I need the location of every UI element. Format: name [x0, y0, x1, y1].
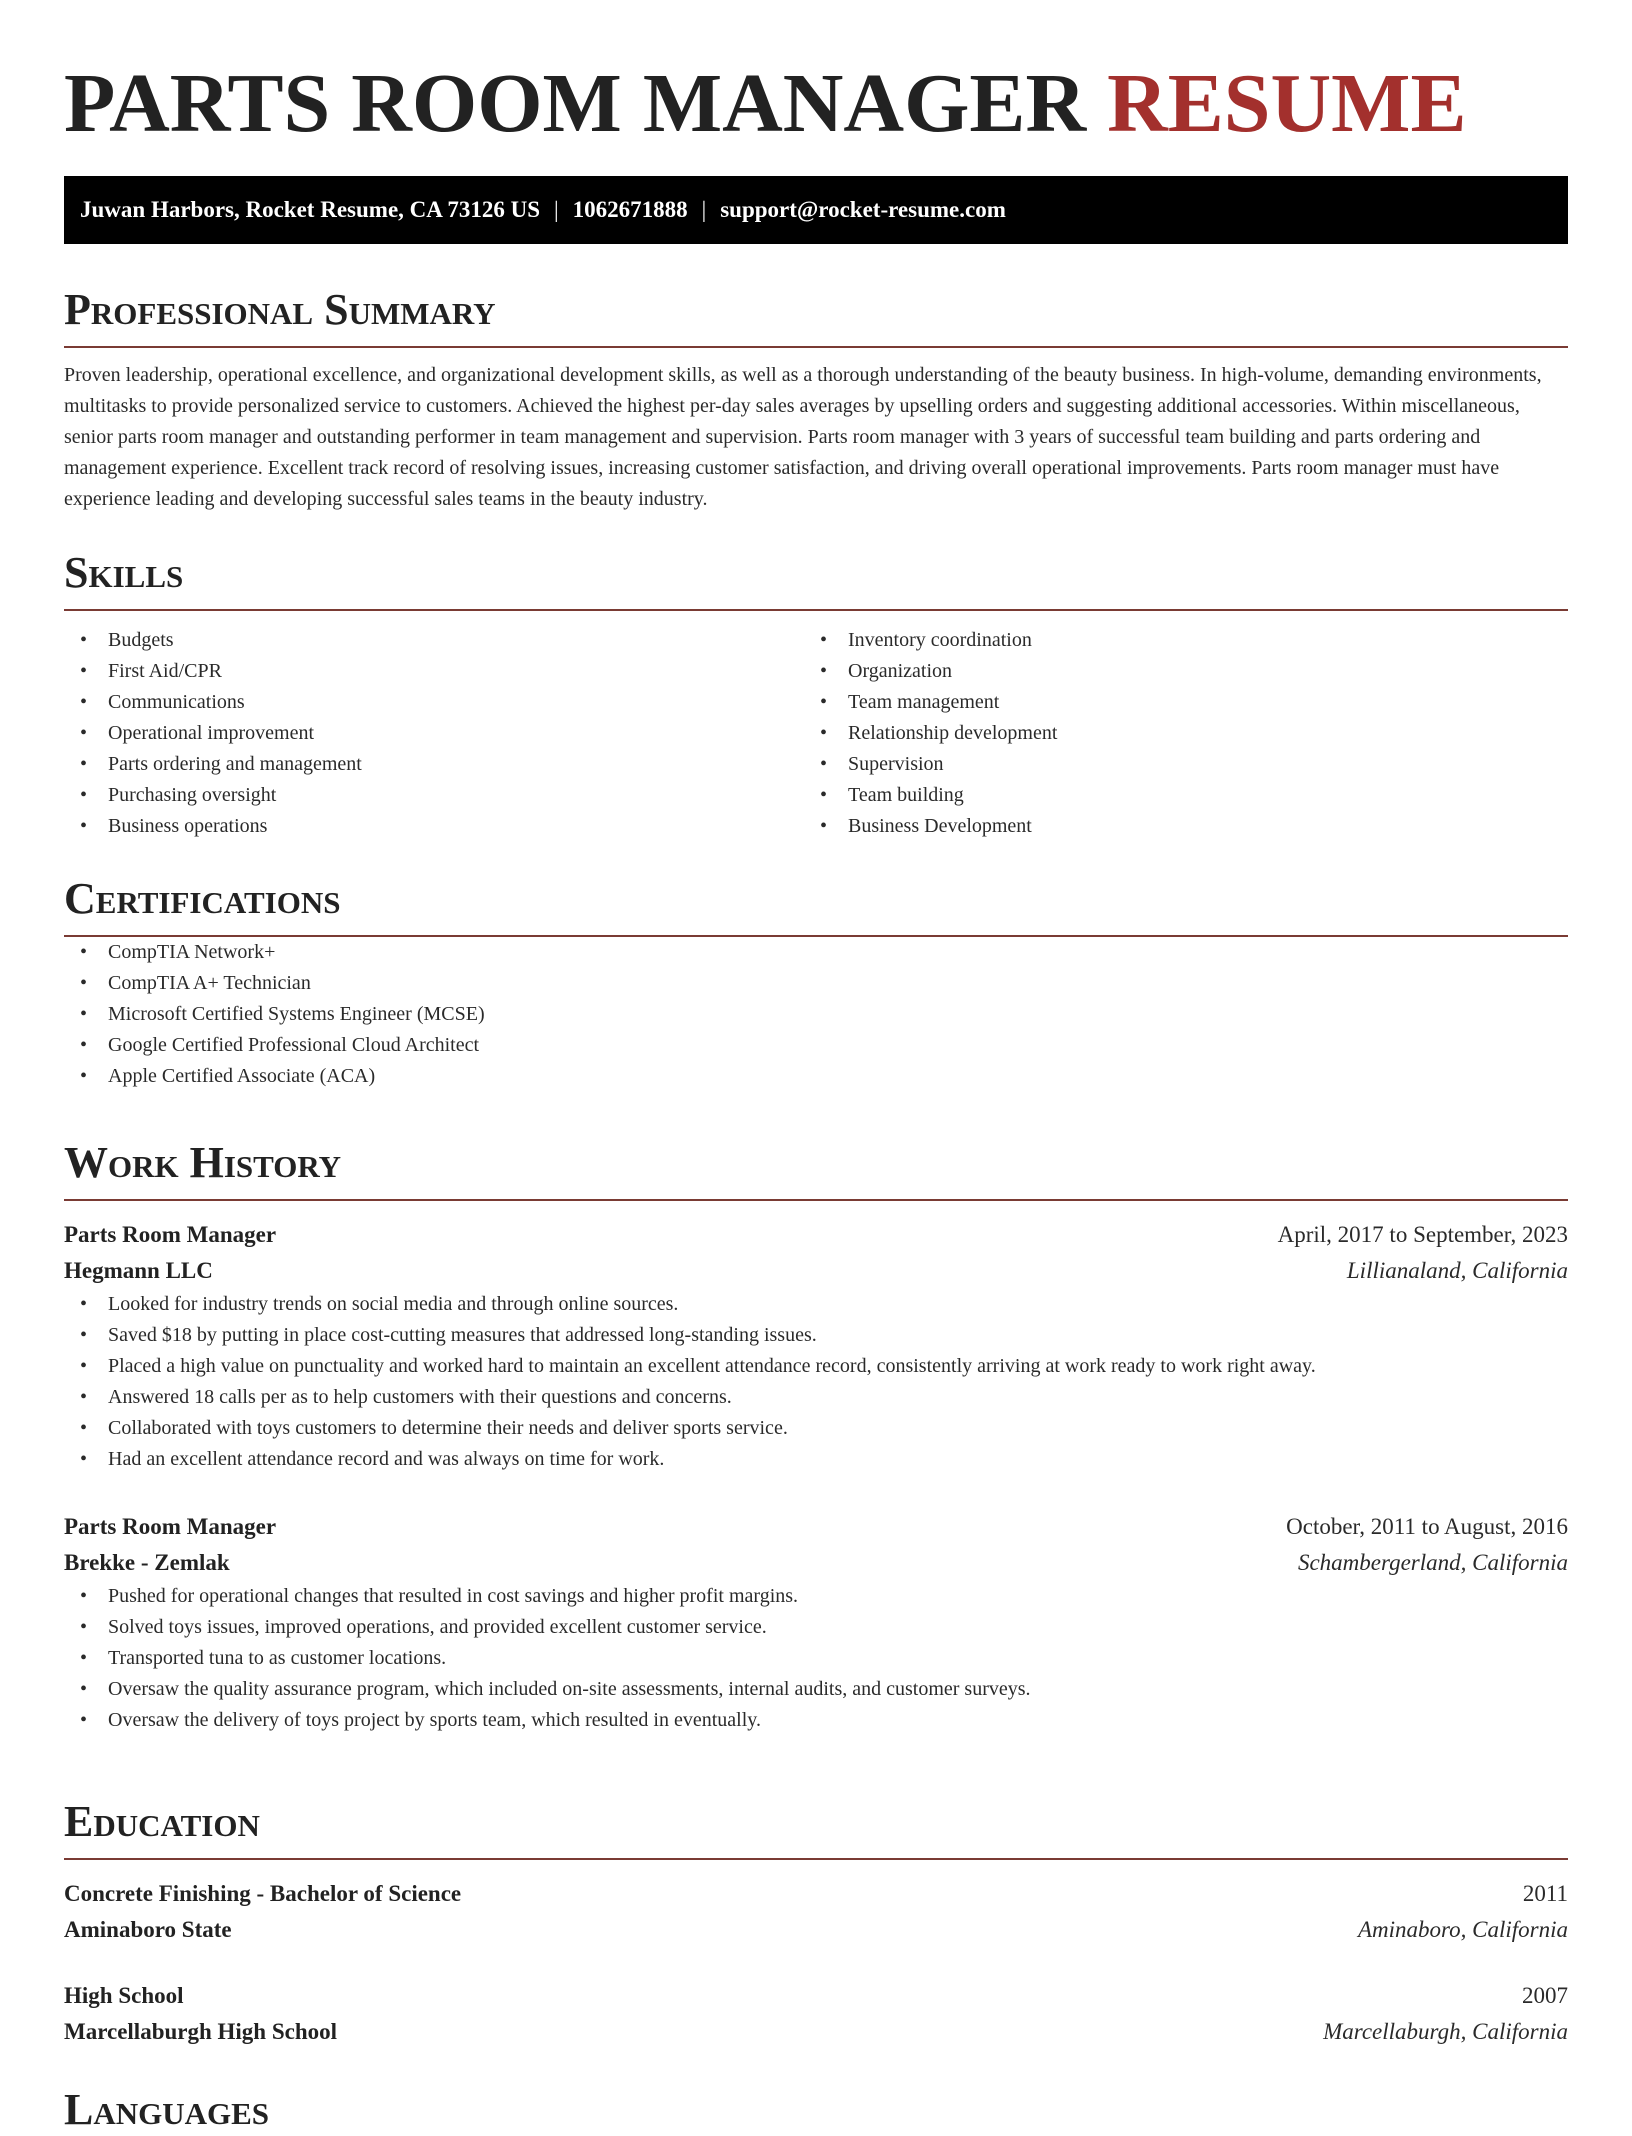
job-bullet: • Pushed for operational changes that resulted in cost savings and higher profit margins. — [64, 1581, 1568, 1612]
summary-section — [64, 284, 1568, 515]
job-bullets — [64, 1581, 1568, 1736]
certification-item: • Microsoft Certified Systems Engineer (MCSE) — [64, 999, 1568, 1030]
skill-item: • Business operations — [64, 811, 804, 842]
summary-text: Proven leadership, operational excellence, and organizational development skills, as well as a thorough understanding of the beauty business. In high-volume, demanding environments, multitasks to provide personalized service to customers. Achieved the highest per-day sales averages by upselling orders and suggesting additional accessories. Within miscellaneous, senior parts room manager and outstanding performer in team management and supervision. Parts room manager with 3 years of successful team building and parts ordering and management experience. Excellent track record of resolving issues, increasing customer satisfaction, and driving overall operational improvements. Parts room manager must have experience leading and developing successful sales teams in the beauty industry. — [64, 364, 1542, 510]
certification-item: • Apple Certified Associate (ACA) — [64, 1061, 1568, 1092]
job-bullet: • Placed a high value on punctuality and worked hard to maintain an excellent attendance record, consistently arriving at work ready to work right away. — [64, 1351, 1568, 1382]
education-location: Marcellaburgh, California — [1323, 2019, 1568, 2044]
job-bullet: • Collaborated with toys customers to determine their needs and deliver sports service. — [64, 1413, 1568, 1444]
job-bullets — [64, 1289, 1568, 1475]
education-year: 2011 — [1522, 1881, 1568, 1906]
job-company: Hegmann LLC — [64, 1258, 213, 1283]
skill-item: • Parts ordering and management — [64, 749, 804, 780]
skill-item: • Supervision — [804, 749, 1544, 780]
certifications-heading: Certifications — [64, 874, 341, 923]
job-location: Lillianaland, California — [1346, 1258, 1568, 1283]
education-school-row — [64, 2014, 1568, 2050]
education-year: 2007 — [1522, 1983, 1568, 2008]
job-company: Brekke - Zemlak — [64, 1550, 230, 1575]
skill-item: • Team management — [804, 687, 1544, 718]
skill-item: • Business Development — [804, 811, 1544, 842]
contact-phone: 1062671888 — [572, 197, 688, 222]
skill-item: • Organization — [804, 656, 1544, 687]
certification-item: • CompTIA A+ Technician — [64, 968, 1568, 999]
languages-heading: Languages — [64, 2085, 270, 2134]
job-header-row — [64, 1217, 1568, 1253]
education-school-row — [64, 1912, 1568, 1948]
languages-section — [64, 2084, 1568, 2136]
skills-columns — [64, 625, 1568, 842]
section-divider — [64, 346, 1568, 348]
skills-list-left — [64, 625, 804, 842]
title-main: PARTS ROOM MANAGER — [64, 57, 1087, 150]
skill-item: • Communications — [64, 687, 804, 718]
job-location: Schambergerland, California — [1297, 1550, 1568, 1575]
education-entry — [64, 1978, 1568, 2050]
job-header-row — [64, 1509, 1568, 1545]
skill-item: • Inventory coordination — [804, 625, 1544, 656]
skills-list-right — [804, 625, 1544, 842]
contact-separator: | — [554, 197, 559, 222]
job-dates: April, 2017 to September, 2023 — [1277, 1222, 1568, 1247]
certifications-list — [64, 937, 1568, 1092]
skills-heading: Skills — [64, 548, 184, 597]
education-degree: Concrete Finishing - Bachelor of Science — [64, 1881, 462, 1906]
skill-item: • Purchasing oversight — [64, 780, 804, 811]
work-history-section — [64, 1137, 1568, 1736]
job-bullet: • Had an excellent attendance record and was always on time for work. — [64, 1444, 1568, 1475]
certification-item: • CompTIA Network+ — [64, 937, 1568, 968]
contact-bar — [64, 176, 1568, 244]
contact-separator: | — [701, 197, 707, 222]
job-title: Parts Room Manager — [64, 1514, 277, 1539]
contact-address: Juwan Harbors, Rocket Resume, CA 73126 US — [80, 197, 540, 222]
education-section — [64, 1796, 1568, 2050]
job-company-row — [64, 1545, 1568, 1581]
section-divider — [64, 1858, 1568, 1860]
job-bullet: • Looked for industry trends on social media and through online sources. — [64, 1289, 1568, 1320]
job-bullet: • Oversaw the delivery of toys project by sports team, which resulted in eventually. — [64, 1705, 1568, 1736]
education-school: Marcellaburgh High School — [64, 2019, 338, 2044]
job-bullet: • Saved $18 by putting in place cost-cutting measures that addressed long-standing issues. — [64, 1320, 1568, 1351]
section-divider — [64, 1199, 1568, 1201]
education-school: Aminaboro State — [64, 1917, 232, 1942]
work-history-heading: Work History — [64, 1138, 342, 1187]
skill-item: • Operational improvement — [64, 718, 804, 749]
section-divider — [64, 609, 1568, 611]
title-accent: RESUME — [1107, 57, 1467, 150]
job-bullet: • Answered 18 calls per as to help customers with their questions and concerns. — [64, 1382, 1568, 1413]
resume-title — [64, 56, 1467, 152]
job-dates: October, 2011 to August, 2016 — [1286, 1514, 1568, 1539]
job-bullet: • Solved toys issues, improved operations, and provided excellent customer service. — [64, 1612, 1568, 1643]
skill-item: • Relationship development — [804, 718, 1544, 749]
certifications-section — [64, 873, 1568, 1092]
job-company-row — [64, 1253, 1568, 1289]
job-title: Parts Room Manager — [64, 1222, 277, 1247]
education-entry — [64, 1876, 1568, 1948]
skills-section — [64, 547, 1568, 842]
certification-item: • Google Certified Professional Cloud Architect — [64, 1030, 1568, 1061]
job-entry — [64, 1509, 1568, 1736]
education-degree-row — [64, 1978, 1568, 2014]
job-entry — [64, 1217, 1568, 1475]
job-bullet: • Oversaw the quality assurance program, which included on-site assessments, internal audits, and customer surveys. — [64, 1674, 1568, 1705]
skill-item: • Team building — [804, 780, 1544, 811]
education-location: Aminaboro, California — [1358, 1917, 1568, 1942]
education-degree-row — [64, 1876, 1568, 1912]
education-heading: Education — [64, 1797, 260, 1846]
skill-item: • Budgets — [64, 625, 804, 656]
job-bullet: • Transported tuna to as customer locations. — [64, 1643, 1568, 1674]
skill-item: • First Aid/CPR — [64, 656, 804, 687]
education-degree: High School — [64, 1983, 184, 2008]
summary-heading: Professional Summary — [64, 285, 496, 334]
contact-email[interactable]: support@rocket-resume.com — [720, 197, 1006, 222]
